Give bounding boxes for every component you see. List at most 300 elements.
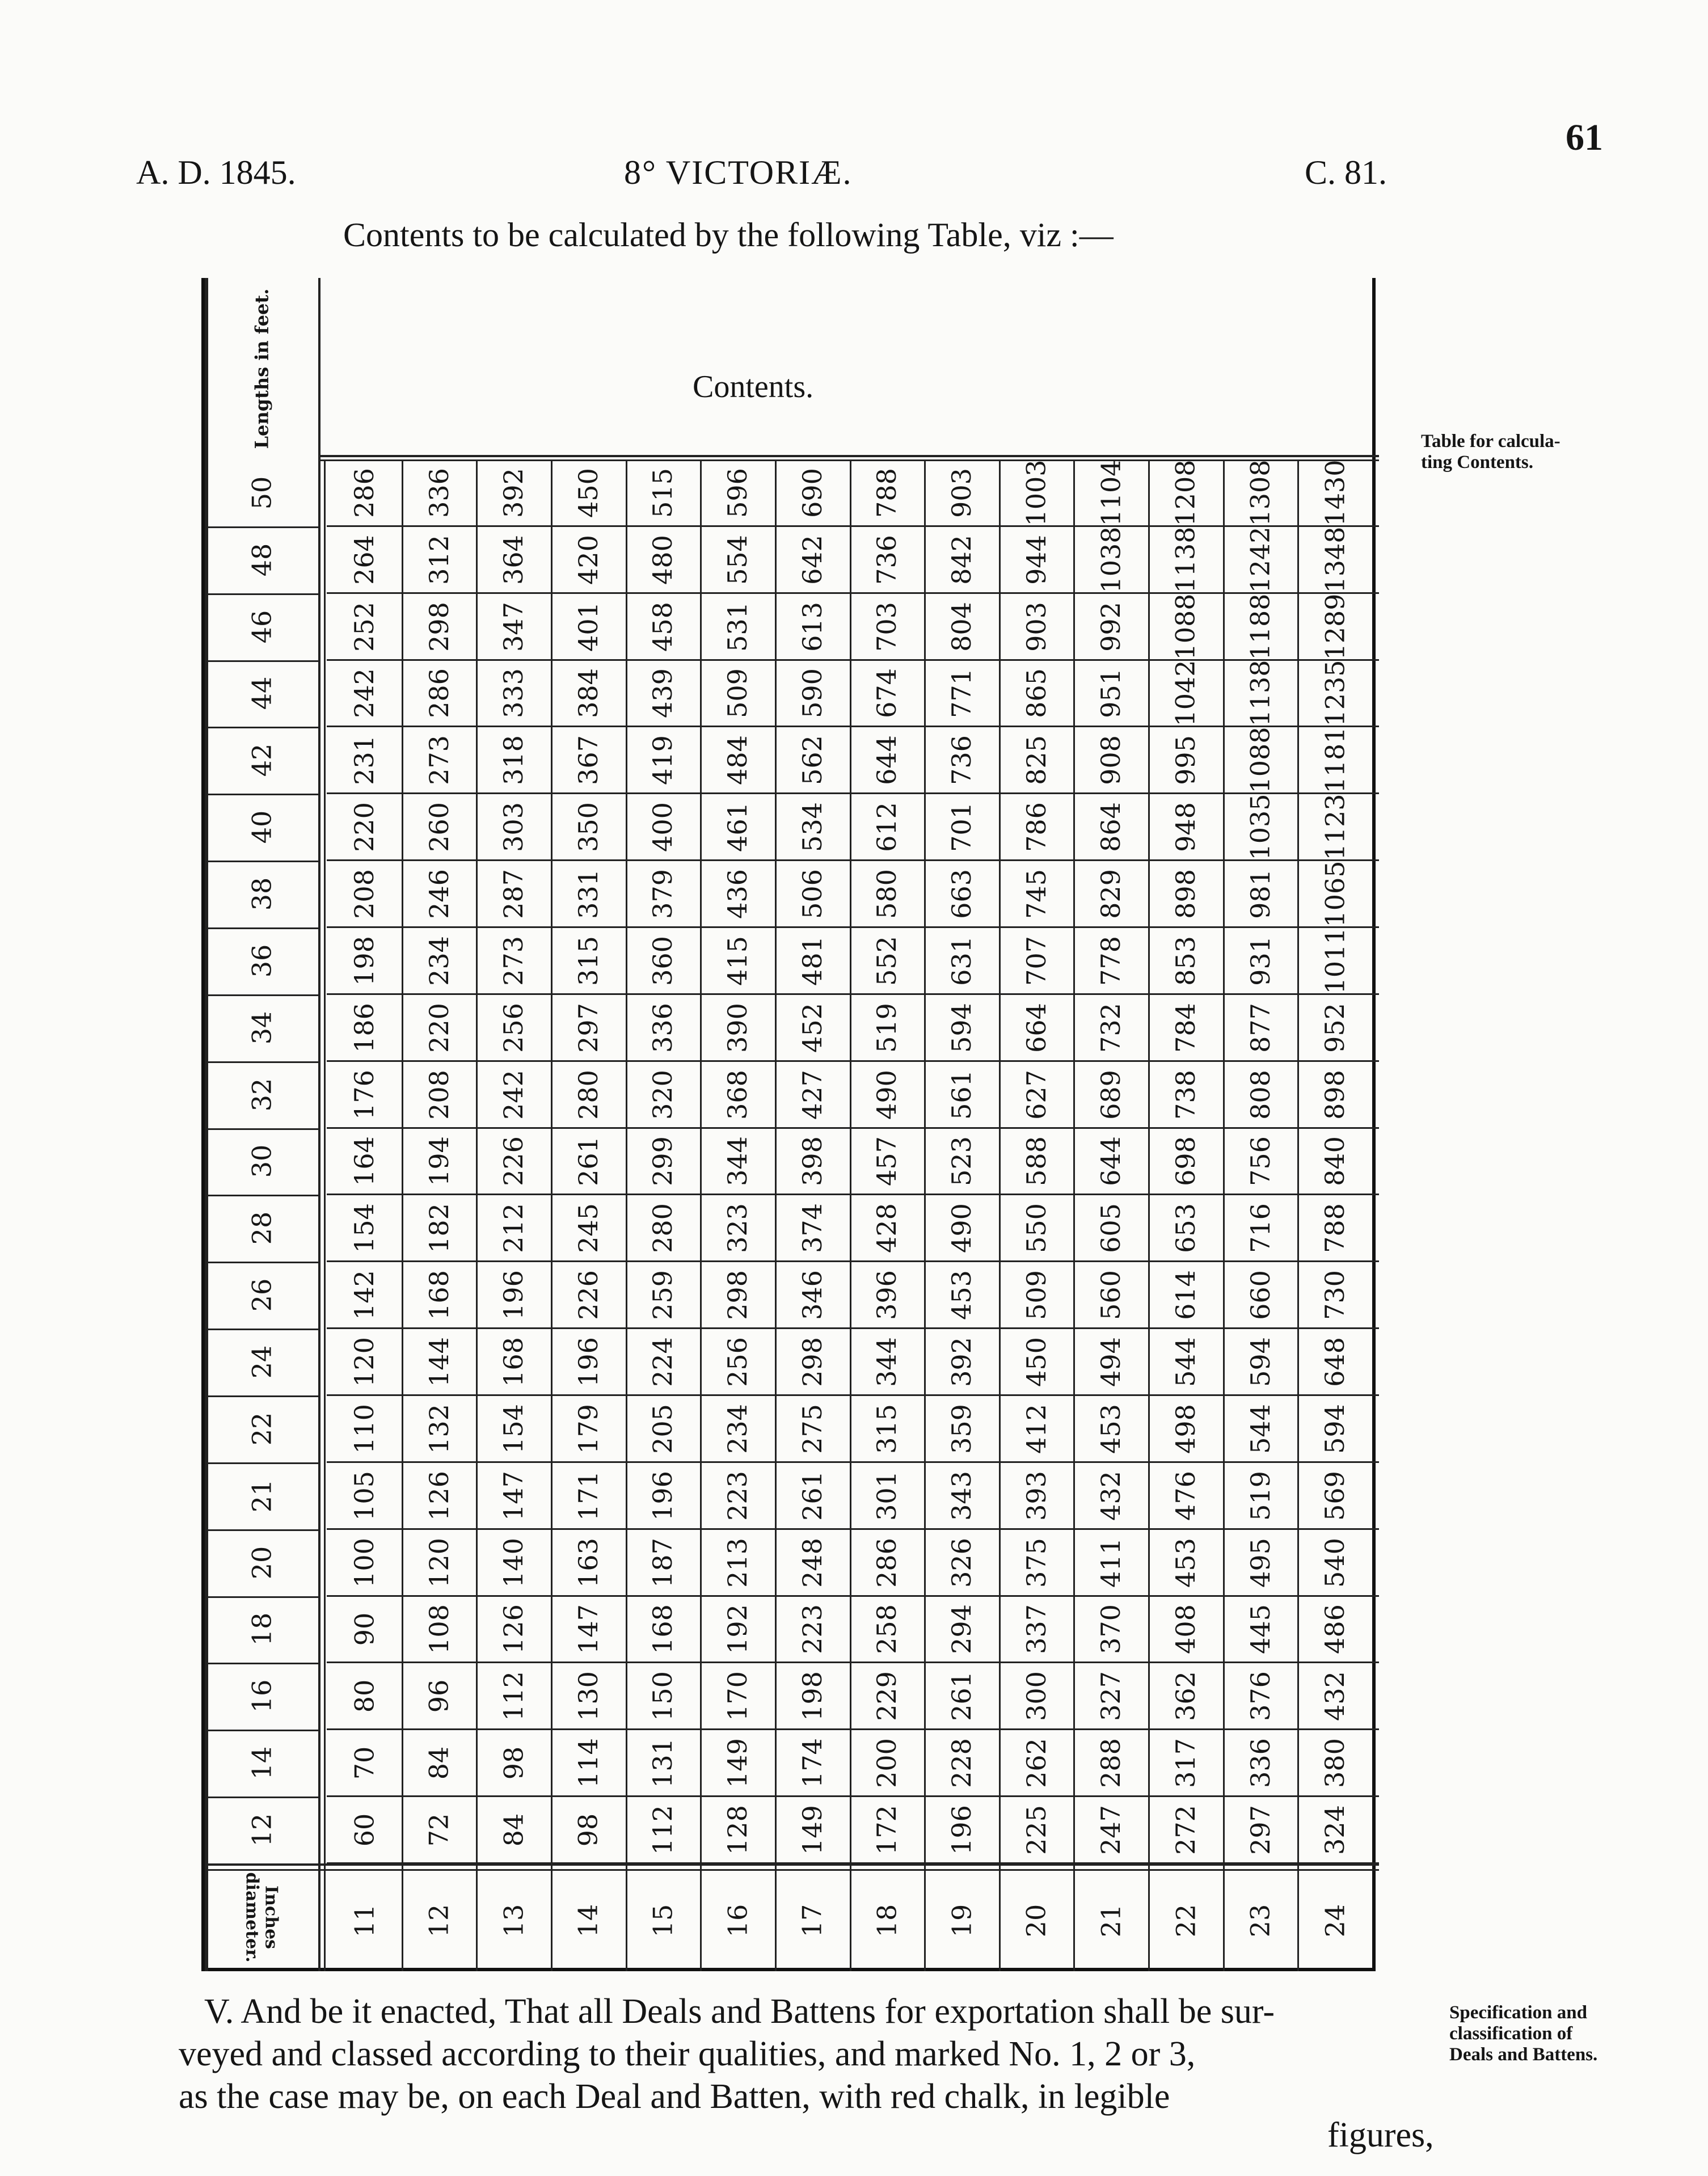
table-cell-value: 613	[796, 601, 828, 652]
table-cell	[775, 994, 850, 1061]
table-cell	[402, 1329, 476, 1395]
length-label-text: 32	[246, 1078, 277, 1111]
table-cell-value: 445	[1245, 1604, 1276, 1655]
table-cell	[924, 1529, 999, 1596]
table-cell-value: 208	[348, 869, 379, 919]
table-cell-value: 703	[871, 601, 903, 652]
table-cell	[327, 1262, 402, 1329]
table-cell	[476, 1797, 551, 1863]
diameter-label-text: 19	[946, 1904, 977, 1938]
table-cell-value: 272	[1170, 1805, 1201, 1855]
table-cell-value: 364	[498, 534, 529, 585]
table-cell-value: 396	[871, 1270, 903, 1321]
diameter-label-text: 15	[647, 1904, 678, 1938]
table-cell	[775, 1596, 850, 1663]
table-cell	[1148, 994, 1223, 1061]
table-cell	[999, 1663, 1074, 1730]
table-cell	[1223, 1596, 1298, 1663]
table-cell	[476, 1462, 551, 1529]
table-cell	[1148, 1195, 1223, 1262]
table-cell-value: 258	[871, 1604, 903, 1655]
table-cell	[476, 1128, 551, 1195]
table-cell-value: 324	[1319, 1805, 1351, 1855]
table-cell	[1223, 794, 1298, 861]
table-cell	[850, 1262, 925, 1329]
table-cell	[924, 1061, 999, 1128]
margin-note-line: ting Contents.	[1421, 452, 1534, 473]
table-cell-value: 174	[796, 1738, 828, 1789]
table-cell	[999, 1462, 1074, 1529]
table-cell-value: 642	[796, 534, 828, 585]
table-cell	[1148, 927, 1223, 994]
table-cell	[327, 1395, 402, 1462]
table-cell	[1073, 927, 1148, 994]
table-cell	[999, 861, 1074, 927]
table-cell-value: 80	[348, 1680, 379, 1713]
table-cell-value: 561	[946, 1069, 977, 1120]
table-cell-value: 198	[796, 1671, 828, 1722]
table-cell-value: 490	[946, 1203, 977, 1254]
table-cell	[924, 593, 999, 660]
table-cell	[327, 1797, 402, 1863]
table-cell-value: 299	[647, 1136, 678, 1187]
table-cell-value: 738	[1170, 1069, 1201, 1120]
table-cell-value: 114	[572, 1738, 604, 1789]
table-cell	[1297, 927, 1372, 994]
lengths-header	[205, 278, 318, 459]
table-cell-value: 275	[796, 1404, 828, 1454]
table-cell-value: 612	[871, 802, 903, 853]
table-cell	[1297, 459, 1372, 526]
table-cell	[850, 1329, 925, 1395]
table-cell	[1148, 727, 1223, 794]
table-cell	[626, 927, 701, 994]
table-cell-value: 1065	[1319, 861, 1351, 927]
table-cell-value: 168	[647, 1604, 678, 1655]
table-cell	[1073, 1061, 1148, 1128]
length-label-text: 12	[246, 1813, 277, 1847]
table-cell	[327, 927, 402, 994]
lengths-header-label: Lengths in feet.	[251, 288, 273, 449]
table-cell	[476, 1529, 551, 1596]
table-cell	[1297, 1730, 1372, 1797]
table-cell-value: 100	[348, 1537, 379, 1588]
table-cell-value: 1242	[1245, 526, 1276, 593]
table-cell-value: 60	[348, 1813, 379, 1847]
length-label-text: 50	[246, 476, 277, 510]
table-cell-value: 288	[1095, 1738, 1127, 1789]
table-cell-value: 261	[946, 1671, 977, 1722]
table-cell-value: 1138	[1170, 526, 1201, 593]
diameter-header-label	[242, 1872, 281, 1962]
length-label-text: 24	[246, 1345, 277, 1379]
diameter-label	[626, 1870, 701, 1971]
table-cell	[551, 1195, 626, 1262]
table-cell	[999, 526, 1074, 593]
table-cell	[924, 794, 999, 861]
table-diameter-rule	[205, 1863, 1379, 1866]
table-cell	[327, 660, 402, 727]
table-cell	[1148, 1462, 1223, 1529]
diameter-label	[924, 1870, 999, 1971]
table-cell-value: 132	[423, 1404, 454, 1454]
table-cell-value: 359	[946, 1404, 977, 1454]
table-cell	[1223, 1730, 1298, 1797]
table-cell	[551, 660, 626, 727]
table-cell-value: 149	[722, 1738, 753, 1789]
length-label	[205, 660, 318, 727]
table-cell-value: 736	[946, 735, 977, 786]
table-cell-value: 105	[348, 1470, 379, 1521]
table-cell	[402, 459, 476, 526]
table-cell	[476, 1730, 551, 1797]
table-cell-value: 368	[722, 1069, 753, 1120]
table-cell-value: 112	[498, 1671, 529, 1722]
table-cell	[402, 660, 476, 727]
table-cell-value: 461	[722, 802, 753, 853]
table-cell-value: 90	[348, 1613, 379, 1646]
table-cell	[1148, 1529, 1223, 1596]
diameter-label	[327, 1870, 402, 1971]
table-cell	[999, 927, 1074, 994]
table-cell-value: 220	[348, 802, 379, 853]
table-cell-value: 260	[423, 802, 454, 853]
table-cell	[924, 1462, 999, 1529]
diameter-label	[1073, 1870, 1148, 1971]
table-cell	[1297, 1596, 1372, 1663]
length-label	[205, 1462, 318, 1529]
table-cell-value: 808	[1245, 1069, 1276, 1120]
table-cell-value: 458	[647, 601, 678, 652]
table-cell-value: 261	[572, 1136, 604, 1187]
table-cell	[1223, 1797, 1298, 1863]
table-cell-value: 653	[1170, 1203, 1201, 1254]
table-cell	[476, 1596, 551, 1663]
table-cell	[999, 1730, 1074, 1797]
length-label	[205, 794, 318, 861]
table-cell	[1073, 1529, 1148, 1596]
table-cell-value: 877	[1245, 1002, 1276, 1053]
table-cell-value: 898	[1319, 1069, 1351, 1120]
table-cell-value: 690	[796, 468, 828, 518]
table-cell	[1073, 593, 1148, 660]
table-cell-value: 481	[796, 936, 828, 986]
diameter-header-line: diameter.	[242, 1872, 262, 1963]
table-cell-value: 128	[722, 1805, 753, 1855]
table-cell-value: 412	[1020, 1404, 1052, 1454]
table-cell	[327, 459, 402, 526]
table-cell-value: 663	[946, 869, 977, 919]
table-cell	[1297, 1462, 1372, 1529]
length-label-text: 14	[246, 1746, 277, 1780]
table-cell	[1148, 459, 1223, 526]
table-cell-value: 346	[796, 1270, 828, 1321]
table-cell	[402, 1195, 476, 1262]
table-cell-value: 432	[1319, 1671, 1351, 1722]
table-cell-value: 379	[647, 869, 678, 919]
table-cell	[476, 994, 551, 1061]
table-cell	[402, 1061, 476, 1128]
length-label	[205, 459, 318, 526]
length-label-text: 18	[246, 1613, 277, 1646]
table-cell	[850, 994, 925, 1061]
table-cell-value: 1003	[1020, 459, 1052, 526]
table-cell-value: 1138	[1245, 660, 1276, 727]
table-cell	[1148, 1061, 1223, 1128]
table-cell	[1297, 1128, 1372, 1195]
section-five-line-2: veyed and classed according to their qualities, and marked No. 1, 2 or 3,	[179, 2035, 1196, 2073]
table-cell	[1297, 994, 1372, 1061]
length-label	[205, 1596, 318, 1663]
table-cell-value: 252	[348, 601, 379, 652]
table-cell	[402, 1395, 476, 1462]
table-cell-value: 452	[796, 1002, 828, 1053]
table-cell	[476, 1061, 551, 1128]
table-cell	[924, 1730, 999, 1797]
table-cell-value: 326	[946, 1537, 977, 1588]
table-cell	[1073, 1462, 1148, 1529]
length-label	[205, 1262, 318, 1329]
table-cell	[476, 526, 551, 593]
table-cell	[700, 994, 775, 1061]
table-cell-value: 544	[1245, 1404, 1276, 1454]
diameter-label	[551, 1870, 626, 1971]
table-cell	[999, 1061, 1074, 1128]
table-cell-value: 196	[946, 1805, 977, 1855]
table-cell	[626, 1128, 701, 1195]
diameter-label-text: 16	[722, 1904, 753, 1938]
contents-table	[201, 278, 1376, 1971]
table-cell	[1223, 526, 1298, 593]
table-cell-value: 234	[423, 936, 454, 986]
table-cell-value: 163	[572, 1537, 604, 1588]
table-cell-value: 213	[722, 1537, 753, 1588]
table-cell	[1223, 1395, 1298, 1462]
table-cell-value: 689	[1095, 1069, 1127, 1120]
table-cell	[1073, 1797, 1148, 1863]
table-cell	[775, 1529, 850, 1596]
table-cell	[551, 1462, 626, 1529]
table-divider	[318, 278, 320, 1971]
table-cell	[551, 1596, 626, 1663]
diameter-header-line: Inches	[262, 1886, 281, 1949]
table-cell	[327, 1529, 402, 1596]
length-label-text: 20	[246, 1546, 277, 1579]
table-cell-value: 297	[572, 1002, 604, 1053]
diameter-label	[476, 1870, 551, 1971]
table-cell	[327, 1329, 402, 1395]
table-cell	[402, 1262, 476, 1329]
table-cell	[700, 1395, 775, 1462]
table-cell-value: 286	[871, 1537, 903, 1588]
table-cell	[1073, 861, 1148, 927]
table-cell-value: 374	[796, 1203, 828, 1254]
table-cell	[700, 1128, 775, 1195]
table-cell-value: 1308	[1245, 459, 1276, 526]
table-cell	[551, 1061, 626, 1128]
table-cell-value: 280	[647, 1203, 678, 1254]
table-cell	[924, 994, 999, 1061]
diameter-label-text: 20	[1020, 1904, 1052, 1938]
table-cell-value: 411	[1095, 1537, 1127, 1588]
table-cell-value: 171	[572, 1470, 604, 1521]
table-cell-value: 110	[348, 1404, 379, 1454]
table-cell-value: 1011	[1319, 927, 1351, 994]
diameter-header	[205, 1863, 318, 1971]
table-cell-value: 590	[796, 668, 828, 719]
table-cell	[700, 727, 775, 794]
table-cell	[476, 660, 551, 727]
table-cell-value: 223	[796, 1604, 828, 1655]
table-cell	[999, 660, 1074, 727]
table-cell	[626, 1329, 701, 1395]
table-cell	[924, 1395, 999, 1462]
table-cell-value: 1188	[1245, 593, 1276, 660]
table-cell	[402, 1529, 476, 1596]
diameter-label	[775, 1870, 850, 1971]
table-cell-value: 98	[572, 1813, 604, 1847]
table-cell	[775, 1730, 850, 1797]
table-cell	[476, 593, 551, 660]
table-cell-value: 200	[871, 1738, 903, 1789]
table-cell	[1223, 660, 1298, 727]
table-cell	[476, 459, 551, 526]
table-cell	[1297, 1663, 1372, 1730]
table-cell	[1297, 1329, 1372, 1395]
length-label	[205, 1395, 318, 1462]
table-cell	[999, 459, 1074, 526]
table-cell	[1297, 1195, 1372, 1262]
table-cell-value: 196	[498, 1270, 529, 1321]
diameter-label-text: 18	[871, 1904, 903, 1938]
table-cell	[924, 927, 999, 994]
length-label	[205, 1128, 318, 1195]
table-cell	[924, 1663, 999, 1730]
table-cell	[850, 1395, 925, 1462]
table-cell-value: 192	[722, 1604, 753, 1655]
table-cell-value: 140	[498, 1537, 529, 1588]
table-cell-value: 186	[348, 1002, 379, 1053]
table-cell-value: 228	[946, 1738, 977, 1789]
table-cell-value: 534	[796, 802, 828, 853]
table-cell-value: 1430	[1319, 459, 1351, 526]
table-cell	[700, 1663, 775, 1730]
table-cell	[1073, 1329, 1148, 1395]
table-cell-value: 1038	[1095, 526, 1127, 593]
table-cell	[850, 794, 925, 861]
table-cell-value: 432	[1095, 1470, 1127, 1521]
table-cell	[850, 1730, 925, 1797]
table-cell	[551, 794, 626, 861]
table-cell-value: 196	[647, 1470, 678, 1521]
table-cell-value: 234	[722, 1404, 753, 1454]
table-cell-value: 644	[1095, 1136, 1127, 1187]
table-cell-value: 303	[498, 802, 529, 853]
table-cell-value: 453	[946, 1270, 977, 1321]
table-cell-value: 247	[1095, 1805, 1127, 1855]
table-cell-value: 450	[572, 468, 604, 518]
table-cell	[924, 1797, 999, 1863]
table-cell	[1297, 727, 1372, 794]
table-cell-value: 337	[1020, 1604, 1052, 1655]
contents-header: Contents.	[693, 369, 814, 404]
table-cell-value: 147	[572, 1604, 604, 1655]
margin-note-line: Specification and	[1449, 2002, 1587, 2023]
table-cell-value: 246	[423, 869, 454, 919]
table-cell-value: 778	[1095, 936, 1127, 986]
table-cell-value: 298	[796, 1337, 828, 1387]
table-cell-value: 701	[946, 802, 977, 853]
table-cell-value: 786	[1020, 802, 1052, 853]
table-cell	[1148, 1128, 1223, 1195]
table-cell	[551, 1395, 626, 1462]
table-cell-value: 168	[423, 1270, 454, 1321]
table-cell-value: 287	[498, 869, 529, 919]
table-cell	[775, 1462, 850, 1529]
table-cell	[327, 727, 402, 794]
table-cell	[1148, 861, 1223, 927]
table-cell	[626, 526, 701, 593]
table-cell	[327, 1596, 402, 1663]
table-cell-value: 588	[1020, 1136, 1052, 1187]
table-cell	[850, 1596, 925, 1663]
diameter-label	[999, 1870, 1074, 1971]
table-cell-value: 453	[1170, 1537, 1201, 1588]
table-cell	[551, 861, 626, 927]
table-cell-value: 225	[1020, 1805, 1052, 1855]
table-cell	[1148, 526, 1223, 593]
table-cell-value: 401	[572, 601, 604, 652]
table-cell-value: 1181	[1319, 727, 1351, 794]
table-cell	[924, 727, 999, 794]
length-label-text: 46	[246, 610, 277, 643]
table-cell	[476, 1395, 551, 1462]
table-caption: Contents to be calculated by the following Table, viz :—	[343, 216, 1114, 254]
length-label	[205, 1329, 318, 1395]
table-cell	[924, 1329, 999, 1395]
table-cell	[700, 593, 775, 660]
table-cell	[1297, 861, 1372, 927]
diameter-label	[1148, 1870, 1223, 1971]
table-cell-value: 707	[1020, 936, 1052, 986]
table-cell-value: 226	[572, 1270, 604, 1321]
table-cell	[1297, 1529, 1372, 1596]
table-cell-value: 756	[1245, 1136, 1276, 1187]
table-cell	[775, 1395, 850, 1462]
table-cell	[924, 526, 999, 593]
table-cell-value: 336	[423, 468, 454, 518]
table-cell	[999, 1329, 1074, 1395]
table-cell	[1223, 459, 1298, 526]
table-cell	[850, 1061, 925, 1128]
table-cell-value: 294	[946, 1604, 977, 1655]
table-cell	[924, 1195, 999, 1262]
table-cell	[999, 1529, 1074, 1596]
year-heading: A. D. 1845.	[136, 154, 296, 191]
table-cell	[327, 861, 402, 927]
table-cell-value: 419	[647, 735, 678, 786]
table-cell-value: 995	[1170, 735, 1201, 786]
table-cell-value: 1348	[1319, 526, 1351, 593]
table-cell	[1073, 1663, 1148, 1730]
table-cell-value: 569	[1319, 1470, 1351, 1521]
table-cell	[999, 1128, 1074, 1195]
table-cell	[850, 1195, 925, 1262]
table-cell-value: 343	[946, 1470, 977, 1521]
table-cell-value: 992	[1095, 601, 1127, 652]
table-cell	[775, 660, 850, 727]
table-cell-value: 245	[572, 1203, 604, 1254]
